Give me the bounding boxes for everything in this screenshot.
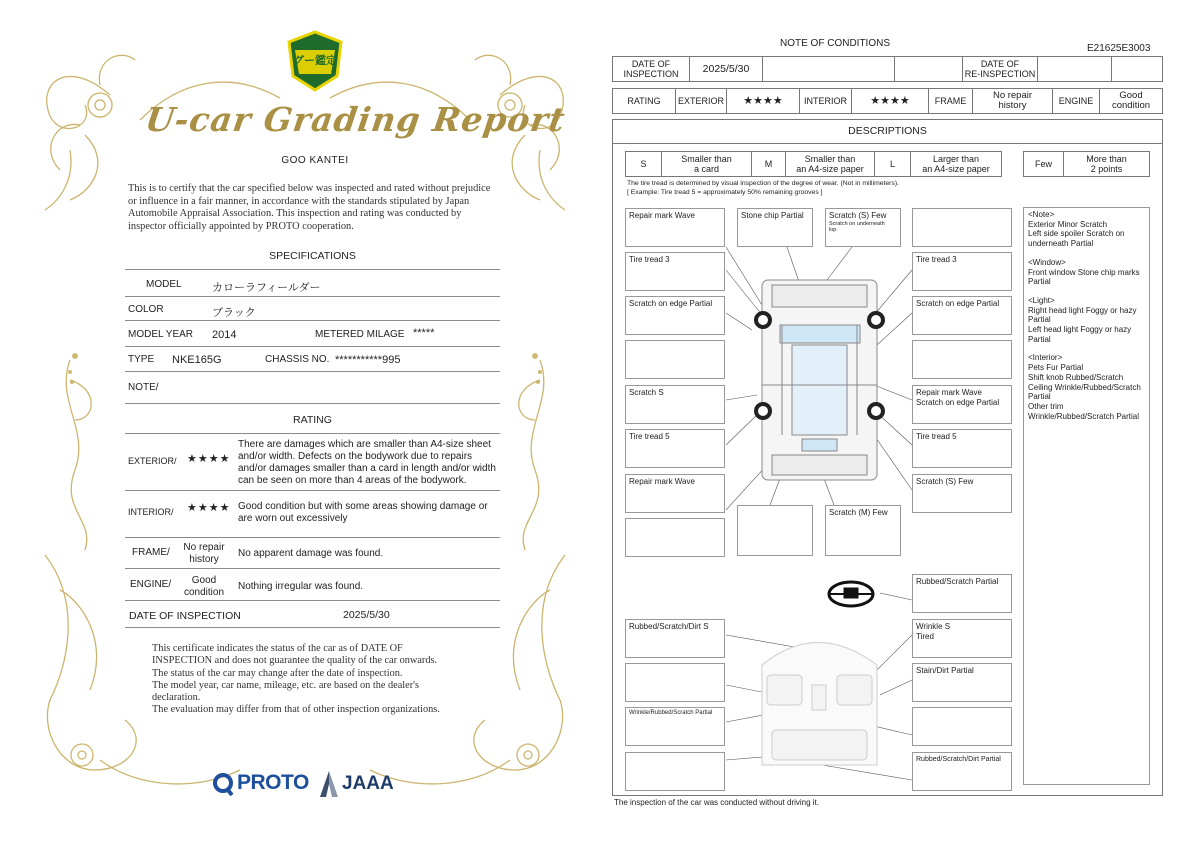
exterior-description: There are damages which are smaller than A4-size sheet and/or width. Defects on the bodywork due to repairs and/or damages smaller than a card in length and/or width can be seen on more than 4 areas of the bodywork. [238, 439, 496, 486]
notes-line: Left head light Foggy or hazy Partial [1028, 325, 1132, 344]
notes-line: <Interior> [1028, 353, 1063, 363]
annotation-box: Tire tread 3 [625, 252, 725, 291]
exterior-label: EXTERIOR/ [128, 456, 177, 466]
date-label: DATE OF INSPECTION [129, 610, 241, 622]
date-value: 2025/5/30 [343, 609, 390, 621]
exterior-stars: ★★★★ [187, 453, 231, 465]
windshield [780, 325, 860, 343]
date-inspection-value: 2025/5/30 [690, 57, 763, 81]
notes-line: Pets Fur Partial [1028, 363, 1084, 373]
engine-label: ENGINE [1053, 89, 1100, 113]
report-id: E21625E3003 [1087, 43, 1151, 54]
notes-line: Ceiling Wrinkle/Rubbed/Scratch Partial [1028, 382, 1141, 402]
seat-passenger [837, 675, 872, 705]
rating-row [612, 88, 1163, 114]
wheel-front-right-icon [869, 313, 883, 327]
engine-label: ENGINE/ [130, 579, 172, 590]
notes-box [1023, 207, 1150, 785]
chassis-value: ***********995 [335, 354, 401, 366]
annotation-text: Repair mark Wave [916, 388, 982, 397]
annotation-small: lop [829, 227, 837, 233]
notes-line: Shift knob Rubbed/Scratch [1028, 372, 1124, 382]
value-line: history [998, 100, 1027, 111]
annotation-box: Scratch (S) Few [912, 474, 1012, 513]
notes-group-interior [1028, 353, 1145, 421]
engine-value-line1: Good [191, 575, 217, 586]
legend-line: Larger than [932, 154, 980, 164]
annotation-box [737, 505, 813, 556]
annotation-box: Scratch S [625, 385, 725, 424]
annotation-box: Stain/Dirt Partial [912, 663, 1012, 702]
frame-description: No apparent damage was found. [238, 548, 384, 559]
annotation-box [912, 619, 1012, 658]
notes-group-window [1028, 258, 1145, 287]
legend-line: Smaller than [804, 154, 856, 164]
label-line: DATE OF [980, 59, 1020, 69]
annotation-text: Scratch (S) Few [829, 211, 887, 220]
annotation-box [912, 707, 1012, 746]
legend-l: L [875, 152, 911, 176]
annotation-box [625, 518, 725, 557]
notes-line: Other trim Wrinkle/Rubbed/Scratch Partial [1028, 401, 1140, 421]
wheel-front-left-icon [756, 313, 770, 327]
legend-few: Few [1024, 152, 1064, 176]
type-value: NKE165G [172, 354, 222, 366]
legend-line: an A4-size paper [922, 164, 990, 174]
rear-seat [772, 730, 867, 760]
tire-note-line: The tire tread is determined by visual inspection of the degree of wear. (Not in millimeters). [627, 180, 899, 187]
legend-line: 2 points [1090, 164, 1123, 174]
color-value: ブラック [212, 307, 256, 319]
frame-label: FRAME [929, 89, 973, 113]
legend-m-desc [786, 152, 875, 176]
value-line: No repair [992, 90, 1033, 101]
annotation-box [912, 340, 1012, 379]
mileage-value: ***** [413, 327, 435, 339]
value-line: condition [1111, 100, 1151, 111]
notes-line: <Window> [1028, 257, 1066, 267]
notes-group-light [1028, 296, 1145, 345]
annotation-box: Wrinkle/Rubbed/Scratch Partial [625, 707, 725, 746]
empty-cell [895, 57, 963, 81]
footer-line: The status of the car may change after the date of inspection. [152, 667, 403, 679]
footer-line: The evaluation may differ from that of other inspection organizations. [152, 704, 440, 716]
label-line: INSPECTION [623, 69, 679, 79]
annotation-box: Rubbed/Scratch Partial [912, 574, 1012, 613]
annotation-small: Scratch on underneath [829, 221, 885, 227]
color-label: COLOR [128, 304, 164, 315]
label-line: DATE OF [631, 59, 671, 69]
rating-label: RATING [613, 89, 676, 113]
legend-line: a card [693, 164, 719, 174]
engine-value [1100, 89, 1162, 113]
model-year-label: MODEL YEAR [128, 329, 194, 340]
exterior-label: EXTERIOR [676, 89, 727, 113]
model-label: MODEL [146, 279, 182, 290]
interior-description: Good condition but with some areas showing damage or are worn out excessively [238, 501, 488, 524]
notes-line: Left side spoiler Scratch on underneath Partial [1028, 229, 1125, 249]
notes-line: Front window Stone chip marks Partial [1028, 267, 1140, 287]
value-line: Good [1119, 90, 1143, 101]
frame-label: FRAME/ [132, 547, 170, 558]
notes-line: Exterior Minor Scratch [1028, 219, 1108, 229]
logo-text: グー鑑定 [293, 55, 337, 67]
center-console [812, 685, 826, 710]
conditions-heading: NOTE OF CONDITIONS [780, 38, 890, 49]
jaaa-brand: JAAA [342, 773, 394, 794]
annotation-box [625, 340, 725, 379]
frame-value-line1: No repair [183, 542, 225, 553]
certificate-intro: This is to certify that the car specified below was inspected and rated without prejudice or influence in a fair manner, in accordance with the standards stipulated by Japan Automobile Appraisal Association. This inspection and rating was conducted by inspector officially appointed by PROTO cooperation. [128, 183, 491, 233]
rating-heading: RATING [293, 414, 332, 426]
notes-line: <Light> [1028, 295, 1055, 305]
notes-group-note [1028, 210, 1145, 249]
annotation-box: Rubbed/Scratch/Dirt Partial [912, 752, 1012, 791]
type-label: TYPE [128, 354, 155, 365]
front-bumper [772, 285, 867, 307]
annotation-box [912, 208, 1012, 247]
label-line: RE-INSPECTION [964, 69, 1036, 79]
model-value: カローラフィールダー [212, 282, 321, 294]
steering-wheel-icon [829, 582, 873, 606]
interior-diagram [762, 643, 877, 766]
tire-note-line: [ Example: Tire tread 5 = approximately 50% remaining grooves ] [627, 188, 823, 196]
annotation-box: Tire tread 3 [912, 252, 1012, 291]
annotation-box: Stone chip Partial [737, 208, 813, 247]
car-body [762, 280, 877, 480]
frame-value [973, 89, 1053, 113]
interior-label: INTERIOR/ [128, 507, 174, 517]
interior-stars: ★★★★ [187, 502, 231, 514]
annotation-box: Repair mark Wave [625, 474, 725, 513]
annotation-box: Repair mark Wave [625, 208, 725, 247]
date-row [612, 56, 1163, 82]
engine-description: Nothing irregular was found. [238, 581, 364, 592]
model-year-value: 2014 [212, 329, 237, 341]
rear-window [802, 439, 837, 451]
footer-line: The model year, car name, mileage, etc. are based on the dealer's [152, 679, 420, 691]
annotation-box [625, 752, 725, 791]
annotation-box: Scratch (M) Few [825, 505, 901, 556]
reinspection-value [1038, 57, 1112, 81]
proto-brand: PROTO [237, 771, 309, 794]
report-title: U-car Grading Report [143, 100, 569, 139]
notes-line: Right head light Foggy or hazy Partial [1028, 305, 1137, 325]
empty-cell [763, 57, 895, 81]
date-inspection-label [613, 57, 690, 81]
annotation-box: Rubbed/Scratch/Dirt S [625, 619, 725, 658]
conditions-footer: The inspection of the car was conducted without driving it. [614, 798, 819, 807]
roof [792, 345, 847, 435]
annotation-box: Tire tread 5 [625, 429, 725, 468]
legend-line: More than [1086, 154, 1127, 164]
legend-line: an A4-size paper [796, 164, 864, 174]
wheel-rear-left-icon [756, 404, 770, 418]
annotation-box [825, 208, 901, 247]
annotation-box: Scratch on edge Partial [625, 296, 725, 335]
annotation-text: Wrinkle S [916, 622, 951, 631]
descriptions-heading: DESCRIPTIONS [612, 119, 1163, 144]
mileage-label: METERED MILAGE [315, 329, 405, 340]
legend-m: M [752, 152, 786, 176]
engine-value-line2: condition [183, 586, 225, 598]
interior-label: INTERIOR [800, 89, 852, 113]
reinspection-label [963, 57, 1038, 81]
note-label: NOTE/ [128, 382, 159, 393]
annotation-text: Scratch on edge Partial [916, 398, 1000, 407]
specifications-heading: SPECIFICATIONS [269, 250, 356, 262]
legend-l-desc [911, 152, 1001, 176]
rear-bumper [772, 455, 867, 475]
report-subtitle: GOO KANTEI [281, 155, 349, 166]
notes-line: <Note> [1028, 210, 1055, 219]
annotation-text: Tired [916, 632, 934, 641]
annotation-box: Scratch on edge Partial [912, 296, 1012, 335]
wheel-rear-right-icon [869, 404, 883, 418]
exterior-stars: ★★★★ [727, 89, 800, 113]
empty-cell [1112, 57, 1162, 81]
legend-s-desc [662, 152, 752, 176]
annotation-box [625, 663, 725, 702]
footer-line: This certificate indicates the status of the car as of DATE OF [152, 643, 403, 654]
count-legend [1023, 151, 1150, 177]
footer-line: declaration. [152, 692, 201, 704]
interior-stars: ★★★★ [852, 89, 929, 113]
seat-driver [767, 675, 802, 705]
legend-s: S [626, 152, 662, 176]
frame-value-line2: history [189, 553, 219, 565]
size-legend [625, 151, 1002, 177]
annotation-box [912, 385, 1012, 424]
footer-line: INSPECTION and does not guarantee the quality of the car onwards. [152, 655, 438, 667]
legend-more [1064, 152, 1149, 176]
chassis-label: CHASSIS NO. [265, 354, 330, 365]
annotation-box: Tire tread 5 [912, 429, 1012, 468]
legend-line: Smaller than [681, 154, 732, 164]
